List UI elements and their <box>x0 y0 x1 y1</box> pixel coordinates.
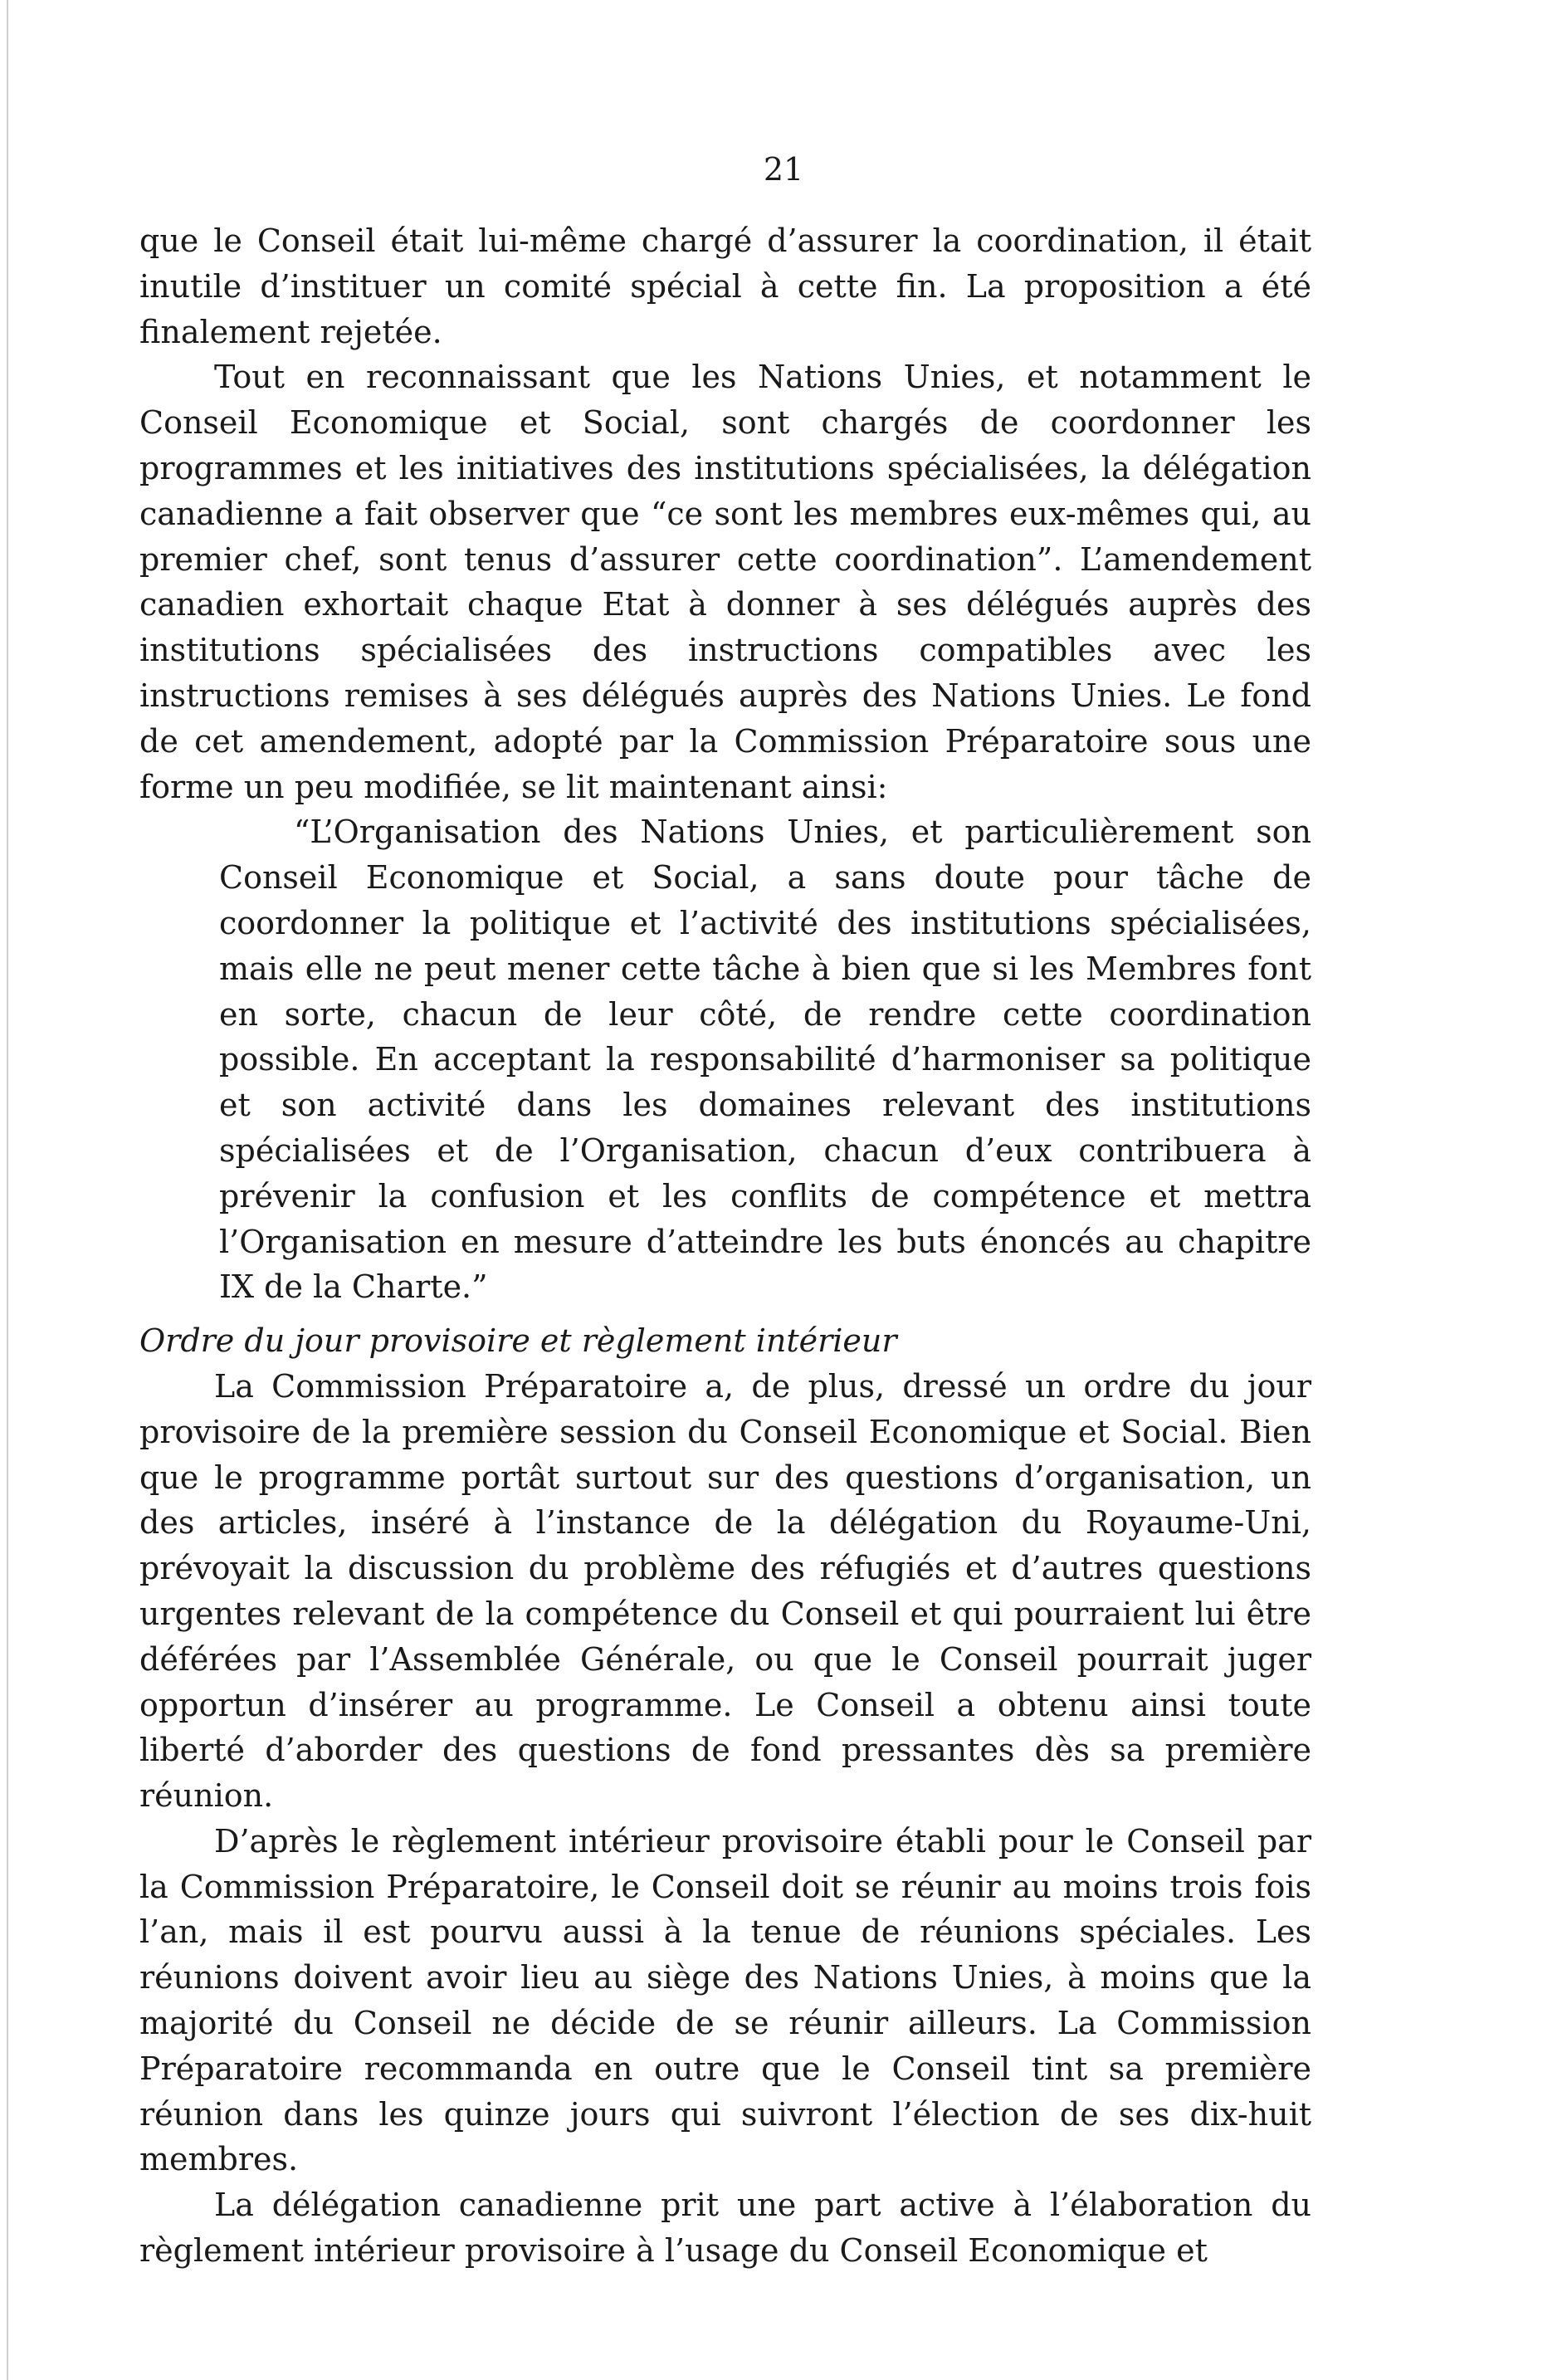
paragraph-canadian-amendment: Tout en reconnaissant que les Nations Unies, et notamment le Conseil Economique et Social, sont chargés de coordonner les programmes et les initiatives des institutions spécialisées, la délégation canadienne a fait observer que “ce sont les membres eux-mêmes qui, au premier chef, sont tenus d’assurer cette coordination”. L’amendement canadien exhortait chaque Etat à donner à ses délégués auprès des institutions spécialisées des instructions compatibles avec les instructions remises à ses délégués auprès des Nations Unies. Le fond de cet amendement, adopté par la Commission Préparatoire sous une forme un peu modifiée, se lit maintenant ainsi: <box>139 359 1311 805</box>
quote-text: “L’Organisation des Nations Unies, et particulièrement son Conseil Economique et Social, a sans doute pour tâche de coordonner la politique et l’activité des institutions spécialisées, mais elle ne peut mener cette tâche à bien que si les Membres font en sorte, chacun de leur côté, de rendre cette coordination possible. En acceptant la responsabilité d’harmoniser sa politique et son activité dans les domaines relevant des institutions spécialisées et de l’Organisation, chacun d’eux contribuera à prévenir la confusion et les conflits de compétence et mettra l’Organisation en mesure d’atteindre les buts énoncés au chapitre IX de la Charte.” <box>219 814 1311 1306</box>
paragraph-delegation: La délégation canadienne prit une part active à l’élaboration du règlement intérieur provisoire à l’usage du Conseil Economique et <box>139 2187 1311 2270</box>
section-heading: Ordre du jour provisoire et règlement intérieur <box>139 1322 897 1360</box>
paragraph-continued: que le Conseil était lui-même chargé d’assurer la coordination, il était inutile d’instituer un comité spécial à cette fin. La proposition a été finalement rejetée. <box>139 222 1311 350</box>
block-quote <box>219 809 1311 1310</box>
paragraph-rules: D’après le règlement intérieur provisoire établi pour le Conseil par la Commission Préparatoire, le Conseil doit se réunir au moins trois fois l’an, mais il est pourvu aussi à la tenue de réunions spéciales. Les réunions doivent avoir lieu au siège des Nations Unies, à moins que la majorité du Conseil ne décide de se réunir ailleurs. La Commission Préparatoire recommanda en outre que le Conseil tint sa première réunion dans les quinze jours qui suivront l’élection de ses dix-huit membres. <box>139 1822 1311 2178</box>
page-edge-line <box>7 0 8 2380</box>
page-body <box>139 218 1311 2274</box>
page-number: 21 <box>763 151 804 188</box>
paragraph-agenda: La Commission Préparatoire a, de plus, dressé un ordre du jour provisoire de la première session du Conseil Economique et Social. Bien que le programme portât surtout sur des questions d’organisation, un des articles, inséré à l’instance de la délégation du Royaume-Uni, prévoyait la discussion du problème des réfugiés et d’autres questions urgentes relevant de la compétence du Conseil et qui pourraient lui être déférées par l’Assemblée Générale, ou que le Conseil pourrait juger opportun d’insérer au programme. Le Conseil a obtenu ainsi toute liberté d’aborder des questions de fond pressantes dès sa première réunion. <box>139 1367 1311 1815</box>
